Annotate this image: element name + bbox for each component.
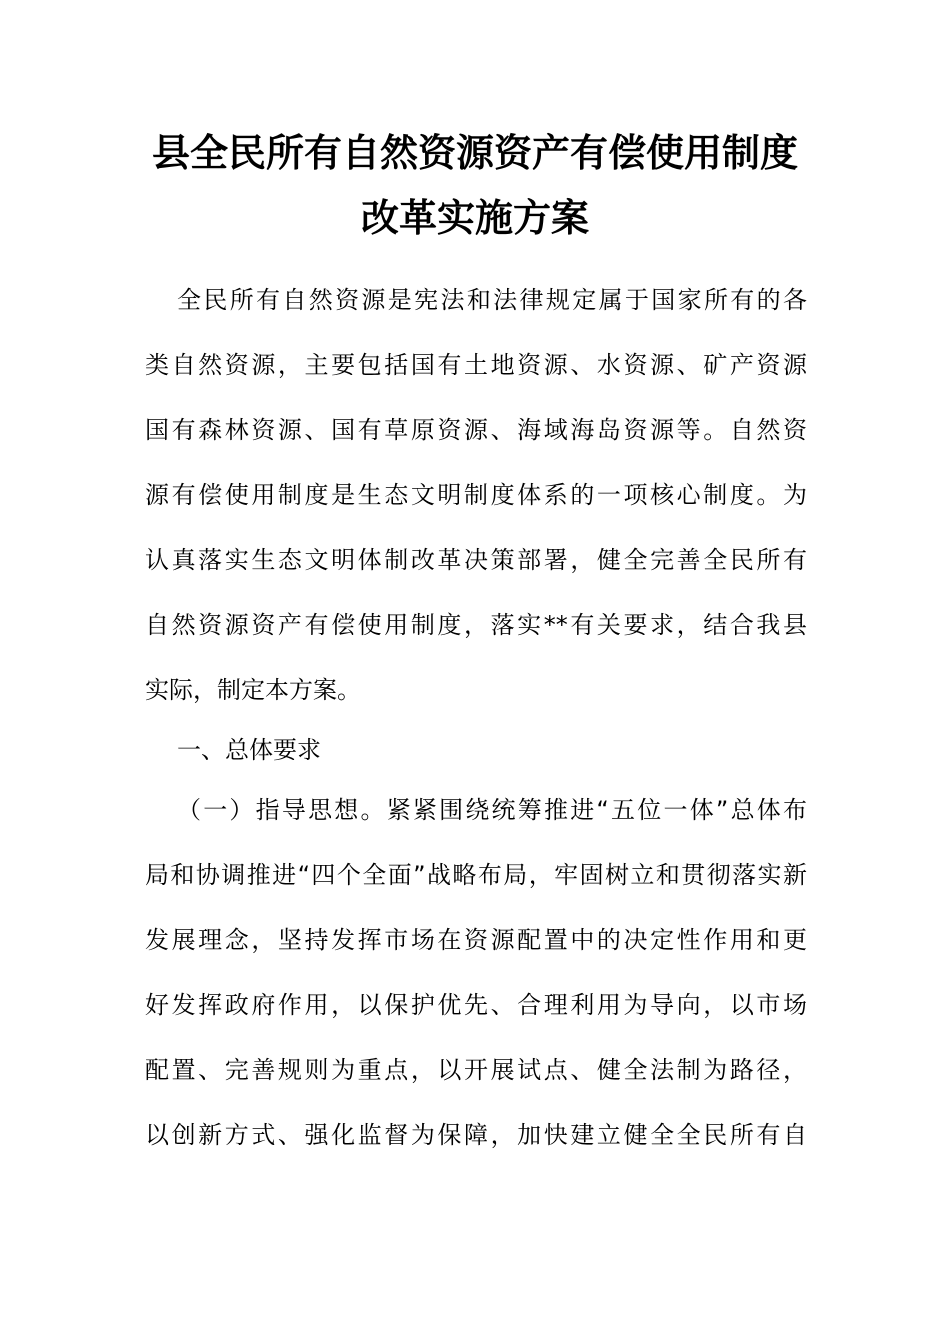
intro-paragraph-line: 类自然资源，主要包括国有土地资源、水资源、矿产资源: [145, 351, 807, 379]
section-heading: 一、总体要求: [177, 736, 321, 764]
guiding-paragraph-line: 配置、完善规则为重点，以开展试点、健全法制为路径，: [145, 1056, 807, 1084]
document-title-line-2: 改革实施方案: [360, 195, 589, 240]
guiding-paragraph-line: 以创新方式、强化监督为保障，加快建立健全全民所有自: [145, 1121, 807, 1149]
intro-paragraph-line: 全民所有自然资源是宪法和法律规定属于国家所有的各: [177, 286, 807, 314]
intro-paragraph-line: 认真落实生态文明体制改革决策部署，健全完善全民所有: [145, 546, 807, 574]
guiding-paragraph-line: 局和协调推进“四个全面”战略布局，牢固树立和贯彻落实新: [145, 861, 807, 889]
document-title-line-1: 县全民所有自然资源资产有偿使用制度: [151, 130, 798, 175]
guiding-paragraph-line: （一）指导思想。紧紧围绕统筹推进“五位一体”总体布: [177, 796, 807, 824]
guiding-paragraph-line: 发展理念，坚持发挥市场在资源配置中的决定性作用和更: [145, 926, 807, 954]
intro-paragraph-line: 源有偿使用制度是生态文明制度体系的一项核心制度。为: [145, 481, 807, 509]
guiding-paragraph-line: 好发挥政府作用，以保护优先、合理利用为导向，以市场: [145, 991, 807, 1019]
intro-paragraph-line: 自然资源资产有偿使用制度，落实**有关要求，结合我县: [145, 611, 807, 639]
intro-paragraph-line: 实际，制定本方案。: [145, 676, 361, 704]
intro-paragraph-line: 国有森林资源、国有草原资源、海域海岛资源等。自然资: [145, 416, 807, 444]
